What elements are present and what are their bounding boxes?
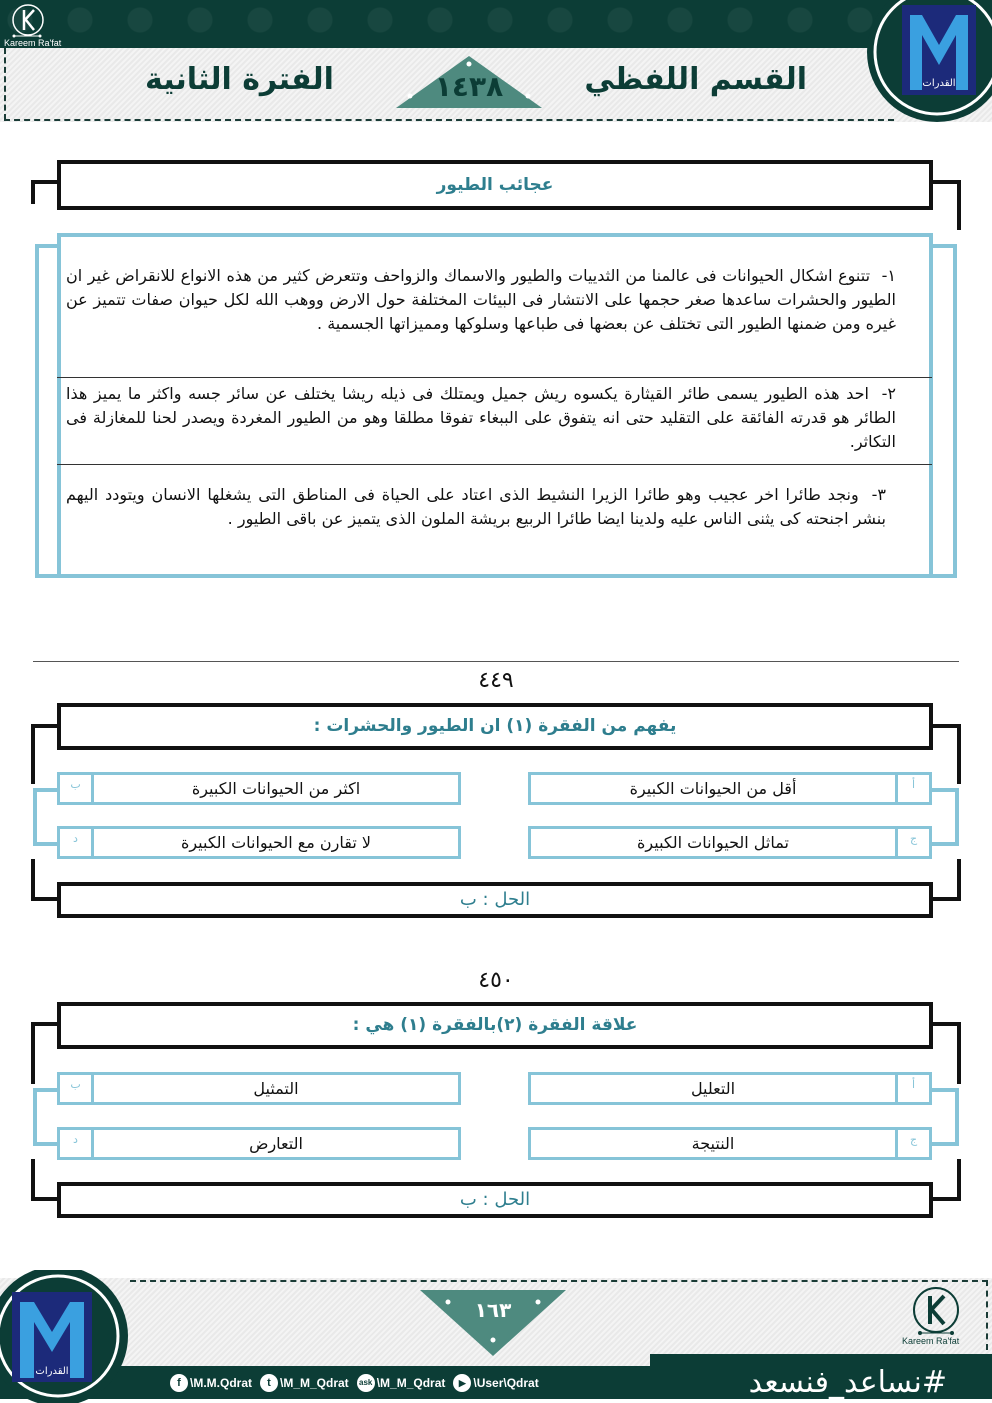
option-text: التعارض (249, 1134, 303, 1153)
header-dashed-line (4, 119, 894, 121)
social-handle: \M_M_Qdrat (280, 1376, 349, 1390)
option-c[interactable] (528, 826, 932, 859)
option-text: أقل من الحيوانات الكبيرة (629, 779, 797, 798)
option-text: لا تقارن مع الحيوانات الكبيرة (180, 833, 372, 852)
brand-name-footer: Kareem Ra'fat (902, 1336, 960, 1346)
answer-bracket-right (929, 1159, 961, 1201)
question-number: ٤٥٠ (478, 968, 514, 993)
paragraph-separator (57, 377, 932, 378)
paragraph-number: ١- (881, 266, 896, 285)
social-handle: \M.M.Qdrat (190, 1376, 252, 1390)
kareem-logo-footer-icon (906, 1284, 968, 1340)
social-twitter[interactable] (260, 1374, 349, 1392)
option-letter: أ (895, 1075, 929, 1102)
option-connector-left (33, 788, 59, 846)
option-text: اكثر من الحيوانات الكبيرة (191, 779, 361, 798)
youtube-icon: ▶ (453, 1374, 471, 1392)
section-divider (33, 661, 959, 662)
question-bracket-right (929, 724, 961, 784)
twitter-icon: t (260, 1374, 278, 1392)
answer-box (57, 882, 933, 918)
hashtag-slogan: #نساعد_فنسعد (748, 1365, 947, 1400)
passage-frame-left-tab (35, 244, 59, 578)
answer-text: الحل : ب (459, 889, 531, 910)
option-letter: أ (895, 775, 929, 802)
paragraph-text: تتنوع اشكال الحيوانات فى عالمنا من الثدييات والطيور والاسماك والزواحف وتتعرض كثير من هذه الانواع للانقراض غير ان الطيور والحشرات ساعدها صغر حجمها على الانتشار فى البيئات المختلفة حول الارض ووهب الله لكل حيوان صفات تتميز عن غيره ومن ضمنها الطيور التى تختلف عن بعضها فى طباعها وسلوكها ومميزاتها الجسمية . (66, 266, 896, 333)
option-a[interactable] (528, 772, 932, 805)
question-prompt-box (57, 703, 933, 750)
option-a[interactable] (528, 1072, 932, 1105)
option-d[interactable] (57, 826, 461, 859)
passage-frame-right-tab (933, 244, 957, 578)
option-text: التمثيل (253, 1079, 299, 1098)
option-connector-right (931, 788, 959, 846)
passage-paragraph-2 (66, 382, 896, 454)
qudrat-logo-icon (862, 0, 992, 125)
paragraph-number: ٣- (871, 485, 886, 504)
social-youtube[interactable] (453, 1374, 538, 1392)
qudrat-logo-footer-icon (0, 1270, 130, 1403)
option-letter: ب (60, 1075, 94, 1102)
question-prompt: يفهم من الفقرة (١) ان الطيور والحشرات : (313, 716, 677, 736)
option-b[interactable] (57, 772, 461, 805)
option-letter: د (60, 1130, 94, 1157)
passage-paragraph-1 (66, 264, 896, 336)
social-handle: \M_M_Qdrat (376, 1376, 446, 1390)
facebook-icon: f (170, 1374, 188, 1392)
option-text: النتيجة (691, 1134, 735, 1153)
passage-title-box (57, 160, 933, 210)
question-prompt: علاقة الفقرة (٢)بالفقرة (١) هي : (352, 1015, 638, 1035)
passage-title: عجائب الطيور (436, 175, 554, 195)
passage-frame-left-edge (57, 233, 61, 578)
answer-box (57, 1182, 933, 1218)
option-letter: ج (895, 1130, 929, 1157)
paragraph-number: ٢- (881, 384, 896, 403)
paragraph-text: ونجد طائرا اخر عجيب وهو طائرا الزيرا النشيط الذى اعتاد على الحياة فى المناطق التى يشغلها الانسان ويتودد اليهم بنشر اجنحته كى يثنى الناس عليه ولدينا ايضا طائرا الربيع بريشة الملون الذى يتميز عن باقى الطيور . (66, 485, 886, 528)
passage-title-bracket-right (929, 180, 961, 230)
answer-text: الحل : ب (459, 1189, 531, 1210)
page-number: ١٦٣ (474, 1298, 512, 1322)
section-title: القسم اللفظي (584, 62, 807, 97)
footer-dashed-line (130, 1280, 988, 1282)
option-c[interactable] (528, 1127, 932, 1160)
option-text: تماثل الحيوانات الكبيرة (637, 833, 789, 852)
period-title: الفترة الثانية (145, 62, 334, 97)
question-number: ٤٤٩ (478, 668, 514, 693)
social-askfm[interactable] (357, 1374, 446, 1392)
passage-frame-right-edge (929, 233, 933, 578)
option-letter: د (60, 829, 94, 856)
social-handle: \User\Qdrat (473, 1376, 539, 1390)
question-prompt-box (57, 1002, 933, 1049)
question-bracket-right (929, 1022, 961, 1084)
option-letter: ب (60, 775, 94, 802)
paragraph-text: احد هذه الطيور يسمى طائر القيثارة يكسوه ريش جميل ويمتلك فى ذيله ريشا يختلف عن سائر جسه واكثر ما يميز هذا الطائر هو قدرته الفائقة على التقليد حتى انه يتفوق على الببغاء تفوقا مطلقا وهو من الطيور المغردة ويصدر لحنا للمغازلة فى التكاثر. (66, 384, 896, 451)
paragraph-separator (57, 464, 932, 465)
option-d[interactable] (57, 1127, 461, 1160)
askfm-icon: ask (357, 1374, 375, 1392)
header-pattern-band (0, 0, 992, 48)
option-connector-left (33, 1088, 59, 1146)
option-connector-right (931, 1088, 959, 1146)
social-links (170, 1374, 539, 1392)
brand-name: Kareem Ra'fat (4, 38, 62, 48)
answer-bracket-right (929, 859, 961, 901)
page-footer (0, 1270, 992, 1403)
passage-paragraph-3 (66, 483, 886, 531)
footer-dashed-edge (986, 1280, 988, 1350)
logo-caption: القدرات (922, 78, 956, 89)
svg-text:القدرات: القدرات (35, 1366, 69, 1377)
page-header (0, 0, 992, 125)
option-text: التعليل (690, 1079, 736, 1098)
option-letter: ج (895, 829, 929, 856)
header-dashed-edge (4, 48, 6, 120)
social-facebook[interactable] (170, 1374, 252, 1392)
option-b[interactable] (57, 1072, 461, 1105)
year-badge: ١٤٣٨ (434, 70, 504, 103)
